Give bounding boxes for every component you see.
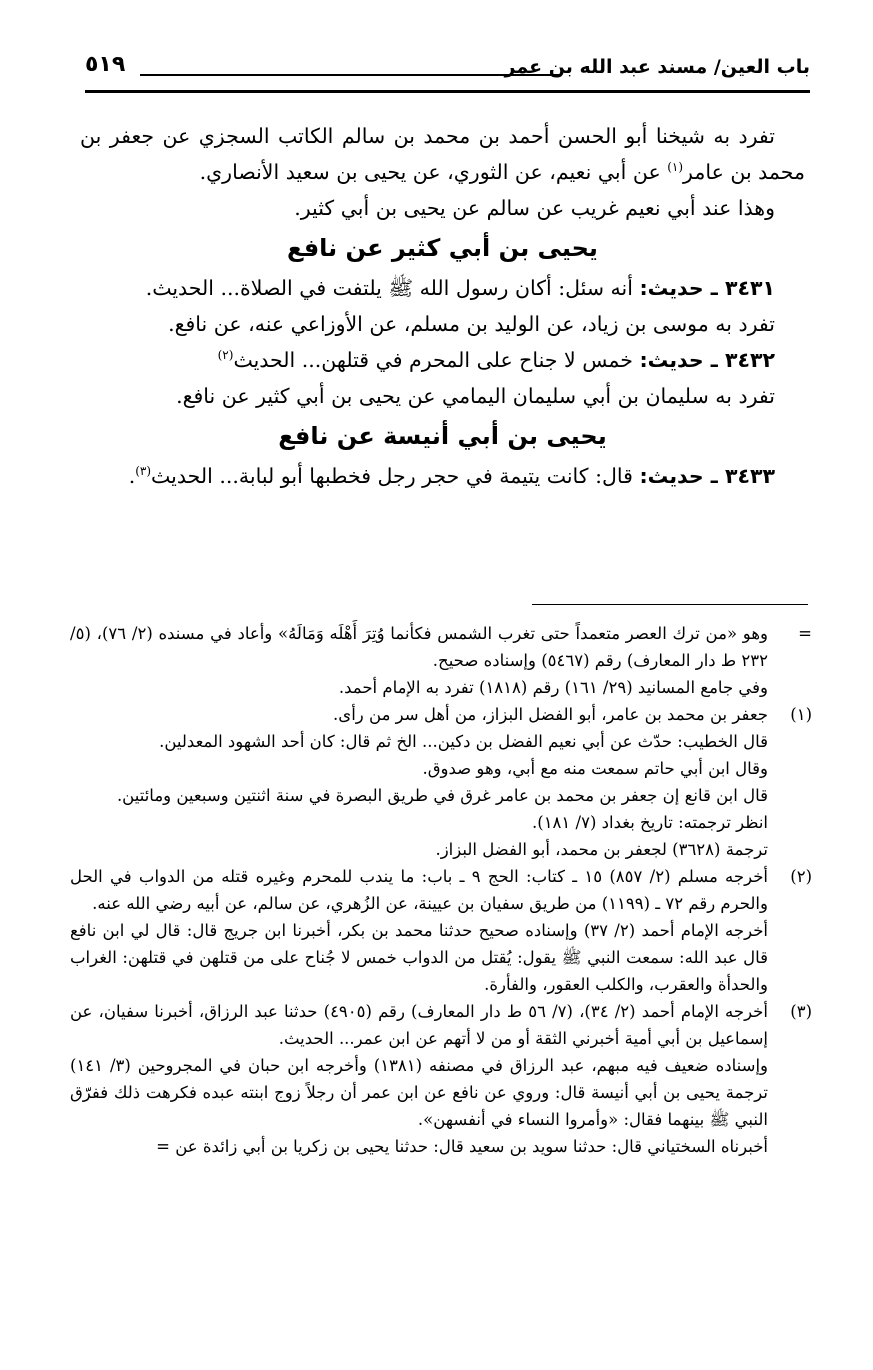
header-rule bbox=[85, 90, 810, 93]
footnote-ref-2[interactable]: (٢) bbox=[217, 348, 234, 363]
footnotes bbox=[70, 620, 812, 1160]
footnote-ref-1[interactable]: (١) bbox=[667, 160, 684, 175]
section-heading-1: يحيى بن أبي كثير عن نافع bbox=[287, 234, 598, 262]
footnote-line: ترجمة (٣٦٢٨) لجعفر بن محمد، أبو الفضل البزاز. bbox=[435, 840, 768, 859]
footnote-line: وقال ابن أبي حاتم سمعت منه مع أبي، وهو صدوق. bbox=[422, 759, 768, 778]
footnote-marker: (٢) bbox=[790, 867, 812, 886]
hadith-text: قال: كانت يتيمة في حجر رجل فخطبها أبو لبابة... الحديث bbox=[151, 464, 640, 488]
hadith-end: . bbox=[128, 464, 136, 488]
footnote-marker: = bbox=[798, 624, 812, 643]
footnote-line: قال الخطيب: حدّث عن أبي نعيم الفضل بن دكين... الخ ثم قال: كان أحد الشهود المعدلين. bbox=[159, 732, 768, 751]
footnote-line: جعفر بن محمد بن عامر، أبو الفضل البزاز، من أهل سر من رأى. bbox=[333, 705, 768, 724]
footnote-2 bbox=[70, 863, 812, 998]
footnote-line: وهو «من ترك العصر متعمداً حتى تغرب الشمس فكأنما وُتِرَ أَهْلَه وَمَالَهُ» وأعاد في مسنده (٢/ ٧٦)، (٥/ ٢٣٢ ط دار المعارف) رقم (٥٤٦٧) وإسناده صحيح. bbox=[70, 624, 768, 670]
footnote-marker: (٣) bbox=[790, 1002, 812, 1021]
page-header bbox=[85, 50, 810, 92]
footnote-line: أخرجه الإمام أحمد (٢/ ٣٤)، (٧/ ٥٦ ط دار المعارف) رقم (٤٩٠٥) حدثنا عبد الرزاق، أخبرنا سفيان، عن إسماعيل بن أبي أمية أخبرني الثقة أو من لا أتهم عن ابن عمر... الحديث. bbox=[70, 1002, 768, 1048]
paragraph-2: وهذا عند أبي نعيم غريب عن سالم عن يحيى بن أبي كثير. bbox=[294, 196, 775, 220]
footnote-ref-3[interactable]: (٣) bbox=[135, 464, 152, 479]
footnote-line: قال ابن قانع إن جعفر بن محمد بن عامر غرق في طريق البصرة في سنة اثنتين وسبعين ومائتين. bbox=[116, 786, 768, 805]
footnote-line: وإسناده ضعيف فيه مبهم، عبد الرزاق في مصنفه (١٣٨١) وأخرجه ابن حبان في المجروحين (٣/ ١٤١) ترجمة يحيى بن أبي أنيسة قال: وروي عن نافع عن ابن عمر أن رجلاً زوج ابنته عبده فكرهت ذلك ففرّق النبي ﷺ بينهما فقال: «وأمروا النساء في أنفسهن». bbox=[70, 1056, 768, 1129]
footnote-line: وفي جامع المسانيد (٢٩/ ١٦١) رقم (١٨١٨) تفرد به الإمام أحمد. bbox=[338, 678, 768, 697]
footnote-marker: (١) bbox=[790, 705, 812, 724]
paragraph-1-end: عن أبي نعيم، عن الثوري، عن يحيى بن سعيد الأنصاري. bbox=[199, 160, 668, 184]
hadith-number: ٣٤٣١ ـ حديث: bbox=[639, 276, 775, 300]
footnote-separator bbox=[532, 604, 808, 605]
paragraph-1-text: تفرد به شيخنا أبو الحسن أحمد بن محمد بن سالم الكاتب السجزي عن جعفر بن محمد بن عامر bbox=[80, 124, 805, 184]
footnote-1 bbox=[70, 701, 812, 863]
footnote-line: أخبرناه السختياني قال: حدثنا سويد بن سعيد قال: حدثنا يحيى بن زكريا بن أبي زائدة عن = bbox=[156, 1137, 768, 1156]
chapter-title: باب العين/ مسند عبد الله بن عمر bbox=[504, 56, 810, 78]
hadith-text: أنه سئل: أكان رسول الله ﷺ يلتفت في الصلاة... الحديث. bbox=[145, 276, 640, 300]
main-text bbox=[80, 118, 805, 494]
section-heading-2: يحيى بن أبي أنيسة عن نافع bbox=[278, 422, 607, 450]
paragraph-4: تفرد به سليمان بن أبي سليمان اليمامي عن يحيى بن أبي كثير عن نافع. bbox=[176, 384, 775, 408]
hadith-3433 bbox=[80, 458, 805, 494]
footnote-line: انظر ترجمته: تاريخ بغداد (٧/ ١٨١). bbox=[532, 813, 768, 832]
footnote-continued bbox=[70, 620, 812, 701]
hadith-number: ٣٤٣٢ ـ حديث: bbox=[639, 348, 775, 372]
header-divider bbox=[140, 74, 560, 76]
footnote-line: أخرجه الإمام أحمد (٢/ ٣٧) وإسناده صحيح حدثنا محمد بن بكر، أخبرنا ابن جريج قال: قال لي ابن نافع قال عبد الله: سمعت النبي ﷺ يقول: يُقتل من الدواب خمس لا جُناح على من قتلهن في قتلهن: الغراب والحدأة والعقرب، والكلب العقور، والفأرة. bbox=[70, 921, 768, 994]
hadith-3432 bbox=[80, 342, 805, 378]
footnote-line: أخرجه مسلم (٢/ ٨٥٧) ١٥ ـ كتاب: الحج ٩ ـ باب: ما يندب للمحرم وغيره قتله من الدواب في الحل والحرم رقم ٧٢ ـ (١١٩٩) من طريق سفيان بن عيينة، عن الزُهري، عن سالم، عن أبيه رضي الله عنه. bbox=[70, 867, 768, 913]
hadith-3431 bbox=[80, 270, 805, 306]
paragraph-1 bbox=[80, 118, 805, 190]
paragraph-3: تفرد به موسى بن زياد، عن الوليد بن مسلم، عن الأوزاعي عنه، عن نافع. bbox=[168, 312, 775, 336]
page-number: ٥١٩ bbox=[85, 52, 126, 77]
hadith-text: خمس لا جناح على المحرم في قتلهن... الحديث bbox=[233, 348, 640, 372]
footnote-3 bbox=[70, 998, 812, 1160]
hadith-number: ٣٤٣٣ ـ حديث: bbox=[639, 464, 775, 488]
